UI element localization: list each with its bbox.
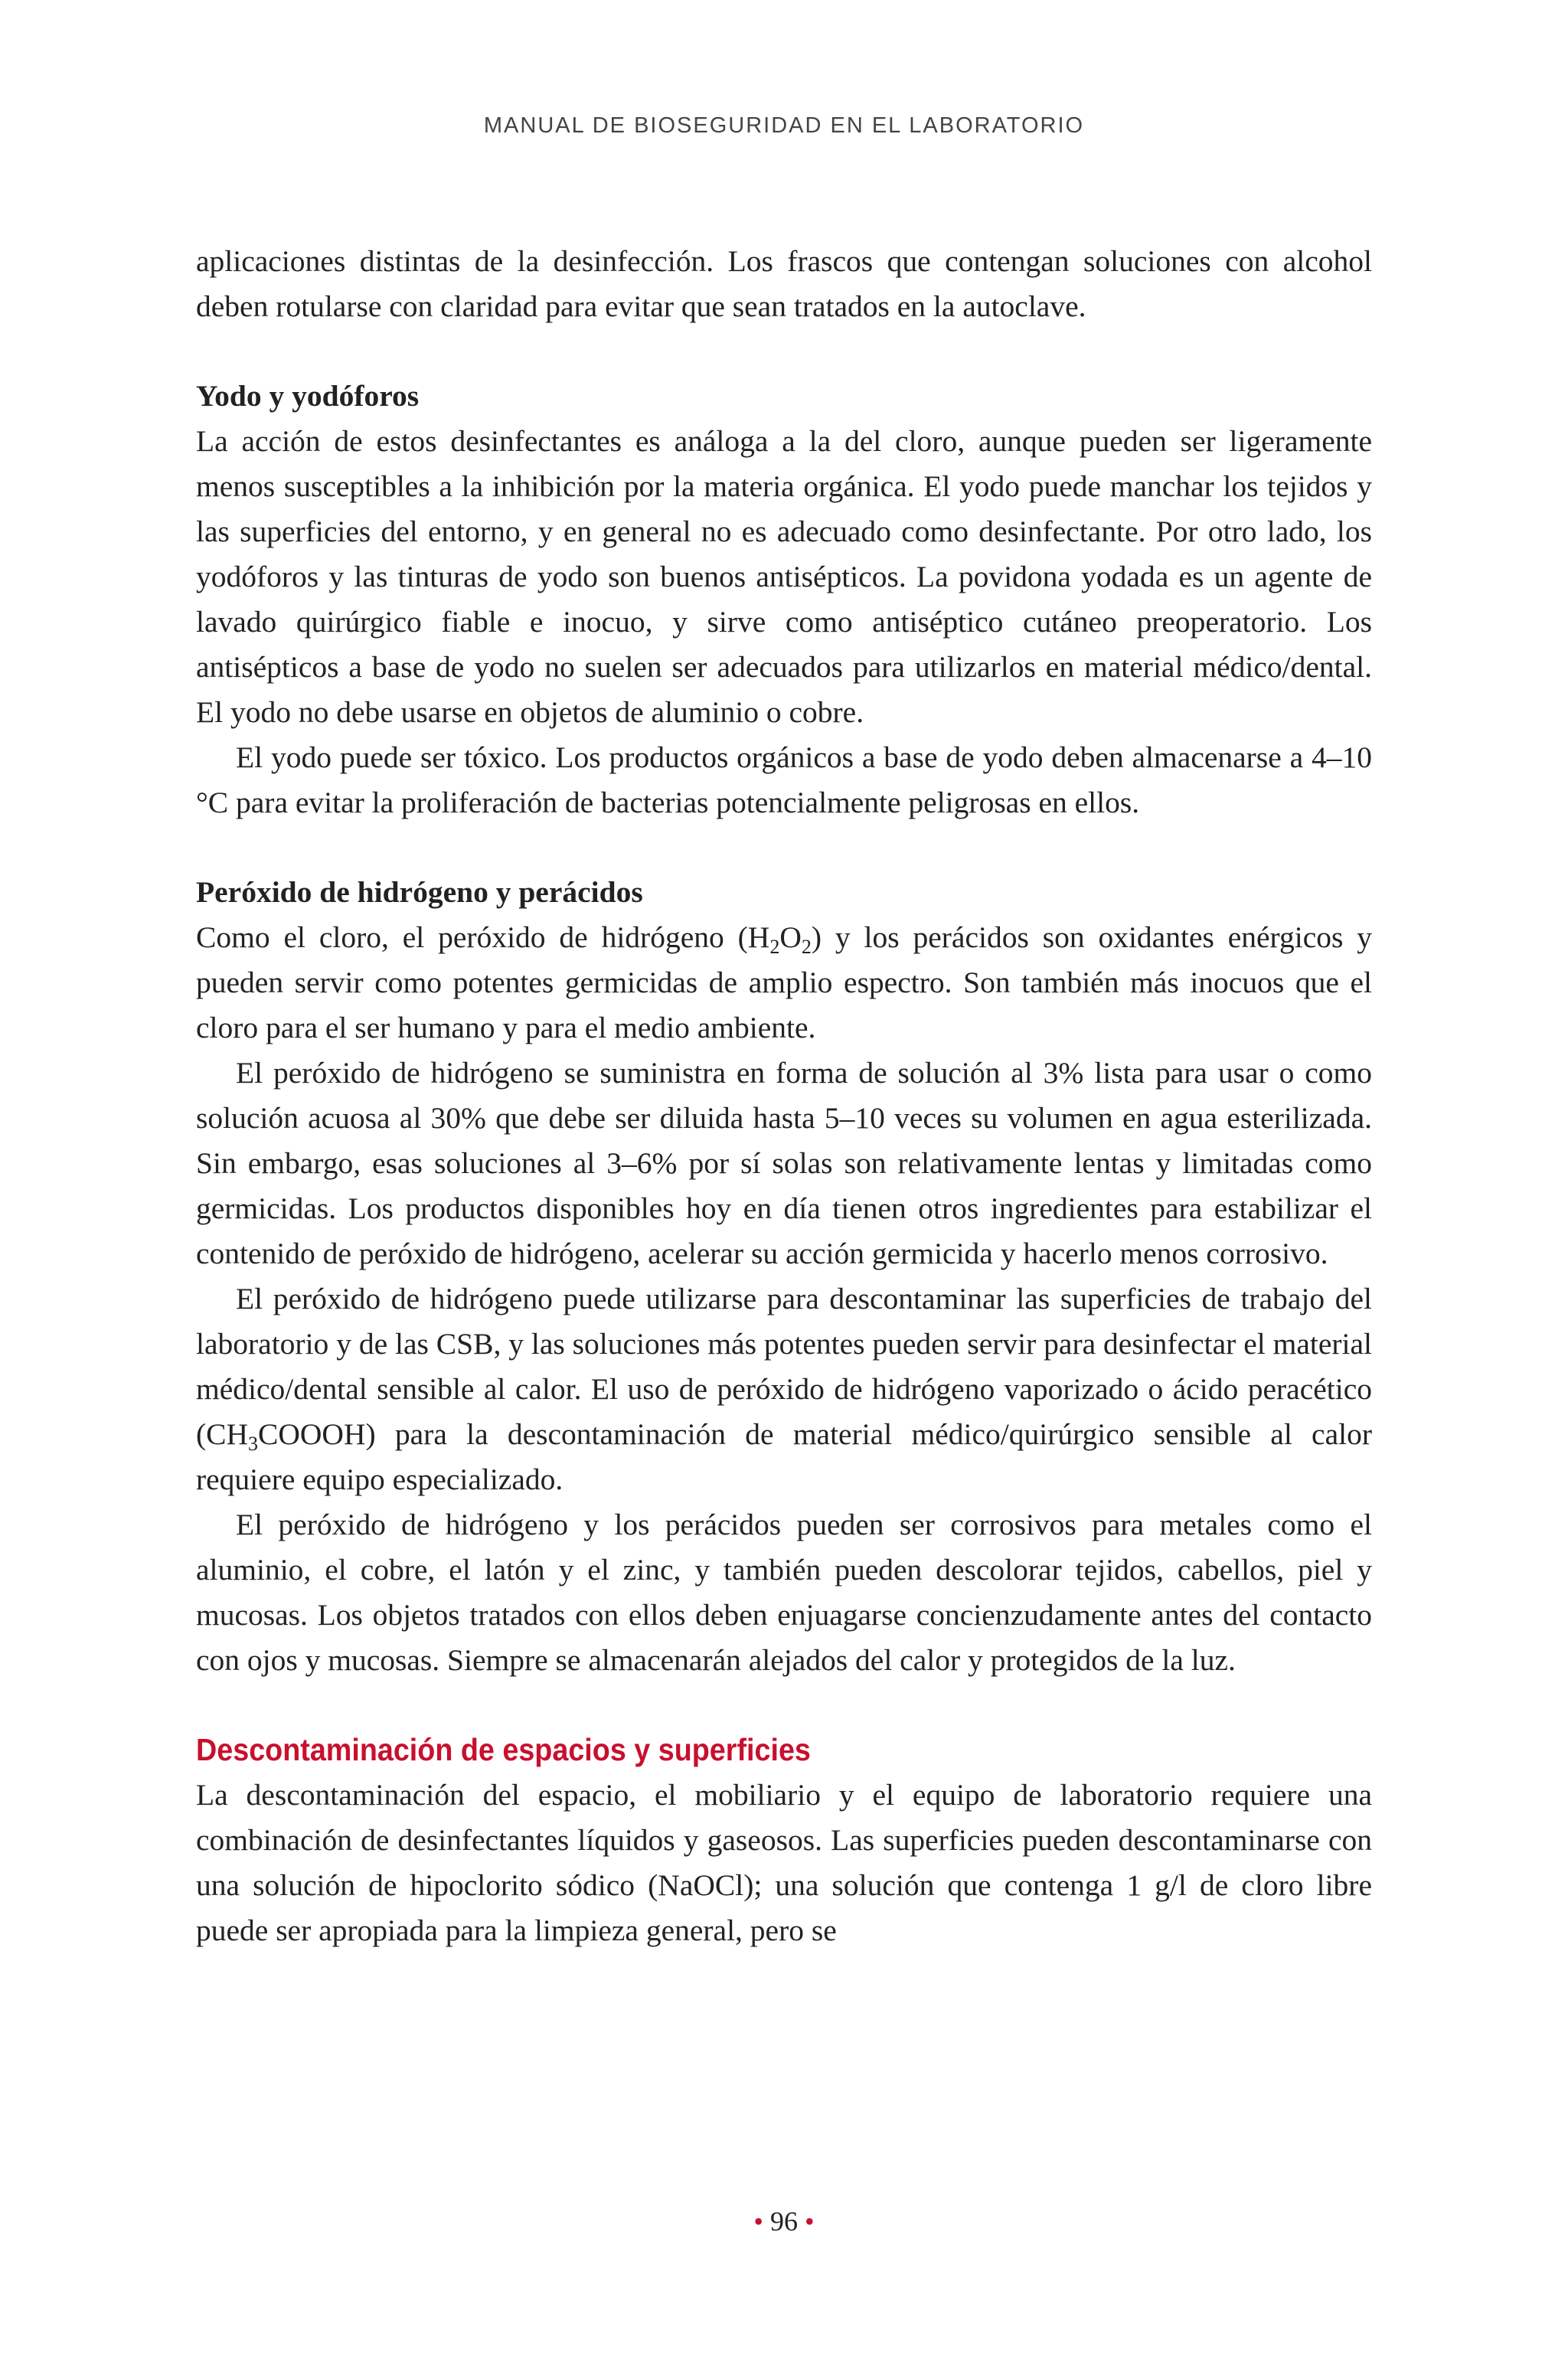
intro-paragraph: aplicaciones distintas de la desinfección. Los frascos que contengan soluciones con alcohol deben rotularse con claridad para evitar que sean tratados en la autoclave. [196,244,1372,323]
peroxide-p1-text-a: Como el cloro, el peróxido de hidrógeno (H [196,920,770,954]
subheading-iodine: Yodo y yodóforos [196,379,420,413]
subscript-2a: 2 [769,936,780,958]
peroxide-p3-text-a: El peróxido de hidrógeno puede utilizarse para descontaminar las superficies de trabajo del laboratorio y de las CSB, y las soluciones más potentes pueden servir para desinfectar el material médico/dental sensible al calor. El uso de peróxido de hidrógeno vaporizado o ácido peracético (CH [196,1282,1372,1451]
peroxide-paragraph-1 [196,915,1372,1051]
peroxide-p1-text-c: ) y los perácidos son oxidantes enérgicos y pueden servir como potentes germicidas de amplio espectro. Son también más inocuos que el cloro para el ser humano y para el medio ambiente. [196,920,1372,1044]
page-number-value: 96 [770,2206,798,2237]
peroxide-p3-text-b: COOOH) para la descontaminación de material médico/quirúrgico sensible al calor requiere equipo especializado. [196,1417,1372,1496]
subscript-2b: 2 [801,936,812,958]
subheading-peroxide: Peróxido de hidrógeno y perácidos [196,875,643,909]
bullet-left: • [753,2206,763,2237]
main-text [196,239,1372,1953]
peroxide-paragraph-4: El peróxido de hidrógeno y los perácidos pueden ser corrosivos para metales como el aluminio, el cobre, el latón y el zinc, y también pueden descolorar tejidos, cabellos, piel y mucosas. Los objetos tratados con ellos deben enjuagarse concienzudamente antes del contacto con ojos y mucosas. Siempre se almacenarán alejados del calor y protegidos de la luz. [196,1508,1372,1677]
running-header: MANUAL DE BIOSEGURIDAD EN EL LABORATORIO [483,113,1085,138]
peroxide-paragraph-2: El peróxido de hidrógeno se suministra en forma de solución al 3% lista para usar o como solución acuosa al 30% que debe ser diluida hasta 5–10 veces su volumen en agua esterilizada. Sin embargo, esas soluciones al 3–6% por sí solas son relativamente lentas y limitadas como germicidas. Los productos disponibles hoy en día tienen otros ingredientes para estabilizar el contenido de peróxido de hidrógeno, acelerar su acción germicida y hacerlo menos corrosivo. [196,1056,1372,1270]
iodine-paragraph-2: El yodo puede ser tóxico. Los productos orgánicos a base de yodo deben almacenarse a 4–10 °C para evitar la proliferación de bacterias potencialmente peligrosas en ellos. [196,740,1372,819]
peroxide-paragraph-3 [196,1276,1372,1502]
bullet-right: • [805,2206,815,2237]
peroxide-p1-text-b: O [779,920,802,954]
subscript-3: 3 [248,1433,259,1455]
iodine-paragraph-1: La acción de estos desinfectantes es análoga a la del cloro, aunque pueden ser ligeramente menos susceptibles a la inhibición por la materia orgánica. El yodo puede manchar los tejidos y las superficies del entorno, y en general no es adecuado como desinfectante. Por otro lado, los yodóforos y las tinturas de yodo son buenos antisépticos. La povidona yodada es un agente de lavado quirúrgico fiable e inocuo, y sirve como antiséptico cutáneo preoperatorio. Los antisépticos a base de yodo no suelen ser adecuados para utilizarlos en material médico/dental. El yodo no debe usarse en objetos de aluminio o cobre. [196,424,1372,729]
decontamination-paragraph-1: La descontaminación del espacio, el mobiliario y el equipo de laboratorio requiere una combinación de desinfectantes líquidos y gaseosos. Las superficies pueden descontaminarse con una solución de hipoclorito sódico (NaOCl); una solución que contenga 1 g/l de cloro libre puede ser apropiada para la limpieza general, pero se [196,1778,1372,1947]
page-number [0,2205,1568,2237]
section-heading-decontamination: Descontaminación de espacios y superficies [196,1732,811,1767]
